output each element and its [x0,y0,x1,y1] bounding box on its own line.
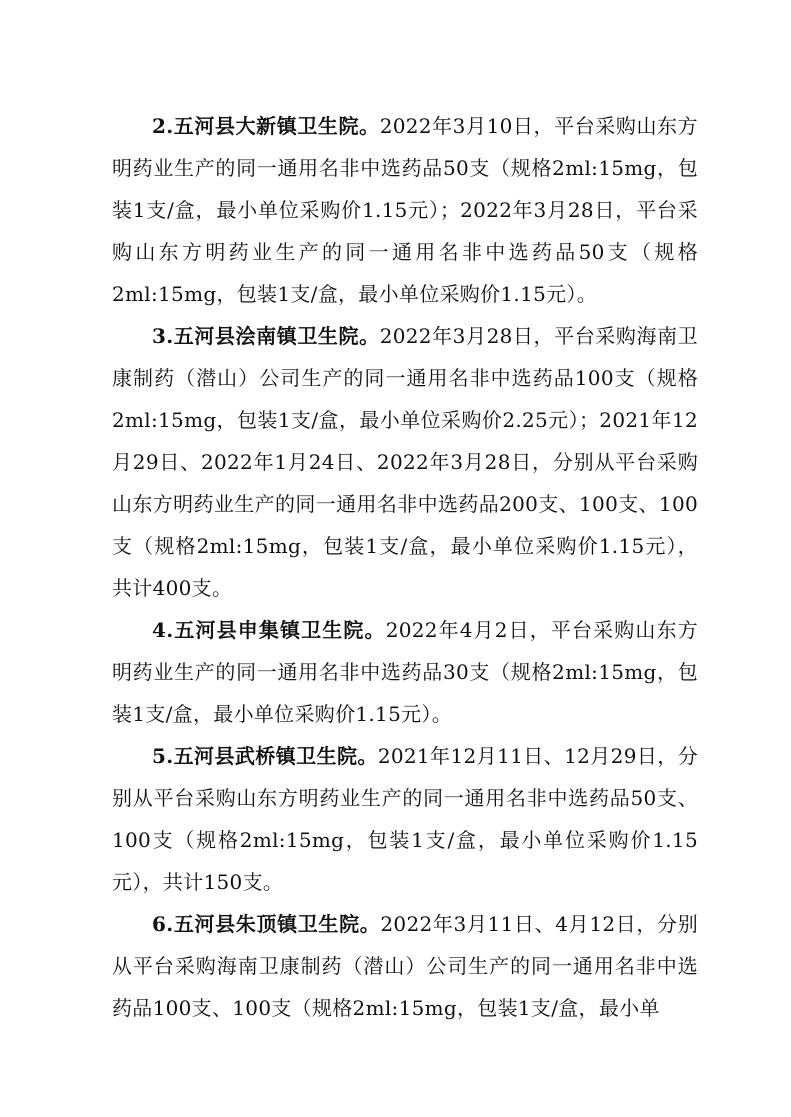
paragraph-zhuding [112,903,698,1029]
paragraph-heading: 5.五河县武桥镇卫生院。 [152,744,378,768]
paragraph-shenji [112,609,698,735]
paragraph-text: 2022年3月11日、4月12日，分别从平台采购海南卫康制药（潜山）公司生产的同一通用名非中选药品100支、100支（规格2ml:15mg，包装1支/盒，最小单 [112,912,698,1020]
paragraph-text: 2021年12月11日、12月29日，分别从平台采购山东方明药业生产的同一通用名非中选药品50支、100支（规格2ml:15mg，包装1支/盒，最小单位采购价1.15元），共计150支。 [112,744,698,894]
paragraph-text: 2022年3月28日，平台采购海南卫康制药（潜山）公司生产的同一通用名非中选药品100支（规格2ml:15mg，包装1支/盒，最小单位采购价2.25元）；2021年12月29日、2022年1月24日、2022年3月28日，分别从平台采购山东方明药业生产的同一通用名非中选药品200支、100支、100支（规格2ml:15mg，包装1支/盒，最小单位采购价1.15元），共计400支。 [112,324,698,600]
paragraph-text: 2022年4月2日，平台采购山东方明药业生产的同一通用名非中选药品30支（规格2ml:15mg，包装1支/盒，最小单位采购价1.15元）。 [112,618,699,726]
paragraph-huinan [112,315,698,609]
paragraph-heading: 2.五河县大新镇卫生院。 [152,114,380,138]
paragraph-wuqiao [112,735,698,903]
document-body [112,105,698,1029]
paragraph-heading: 3.五河县浍南镇卫生院。 [152,324,380,348]
paragraph-daxin [112,105,698,315]
paragraph-heading: 6.五河县朱顶镇卫生院。 [152,912,381,936]
paragraph-text: 2022年3月10日，平台采购山东方明药业生产的同一通用名非中选药品50支（规格2ml:15mg，包装1支/盒，最小单位采购价1.15元）；2022年3月28日，平台采购山东方明药业生产的同一通用名非中选药品50支（规格2ml:15mg，包装1支/盒，最小单位采购价1.15元）。 [112,114,698,306]
paragraph-heading: 4.五河县申集镇卫生院。 [152,618,386,642]
